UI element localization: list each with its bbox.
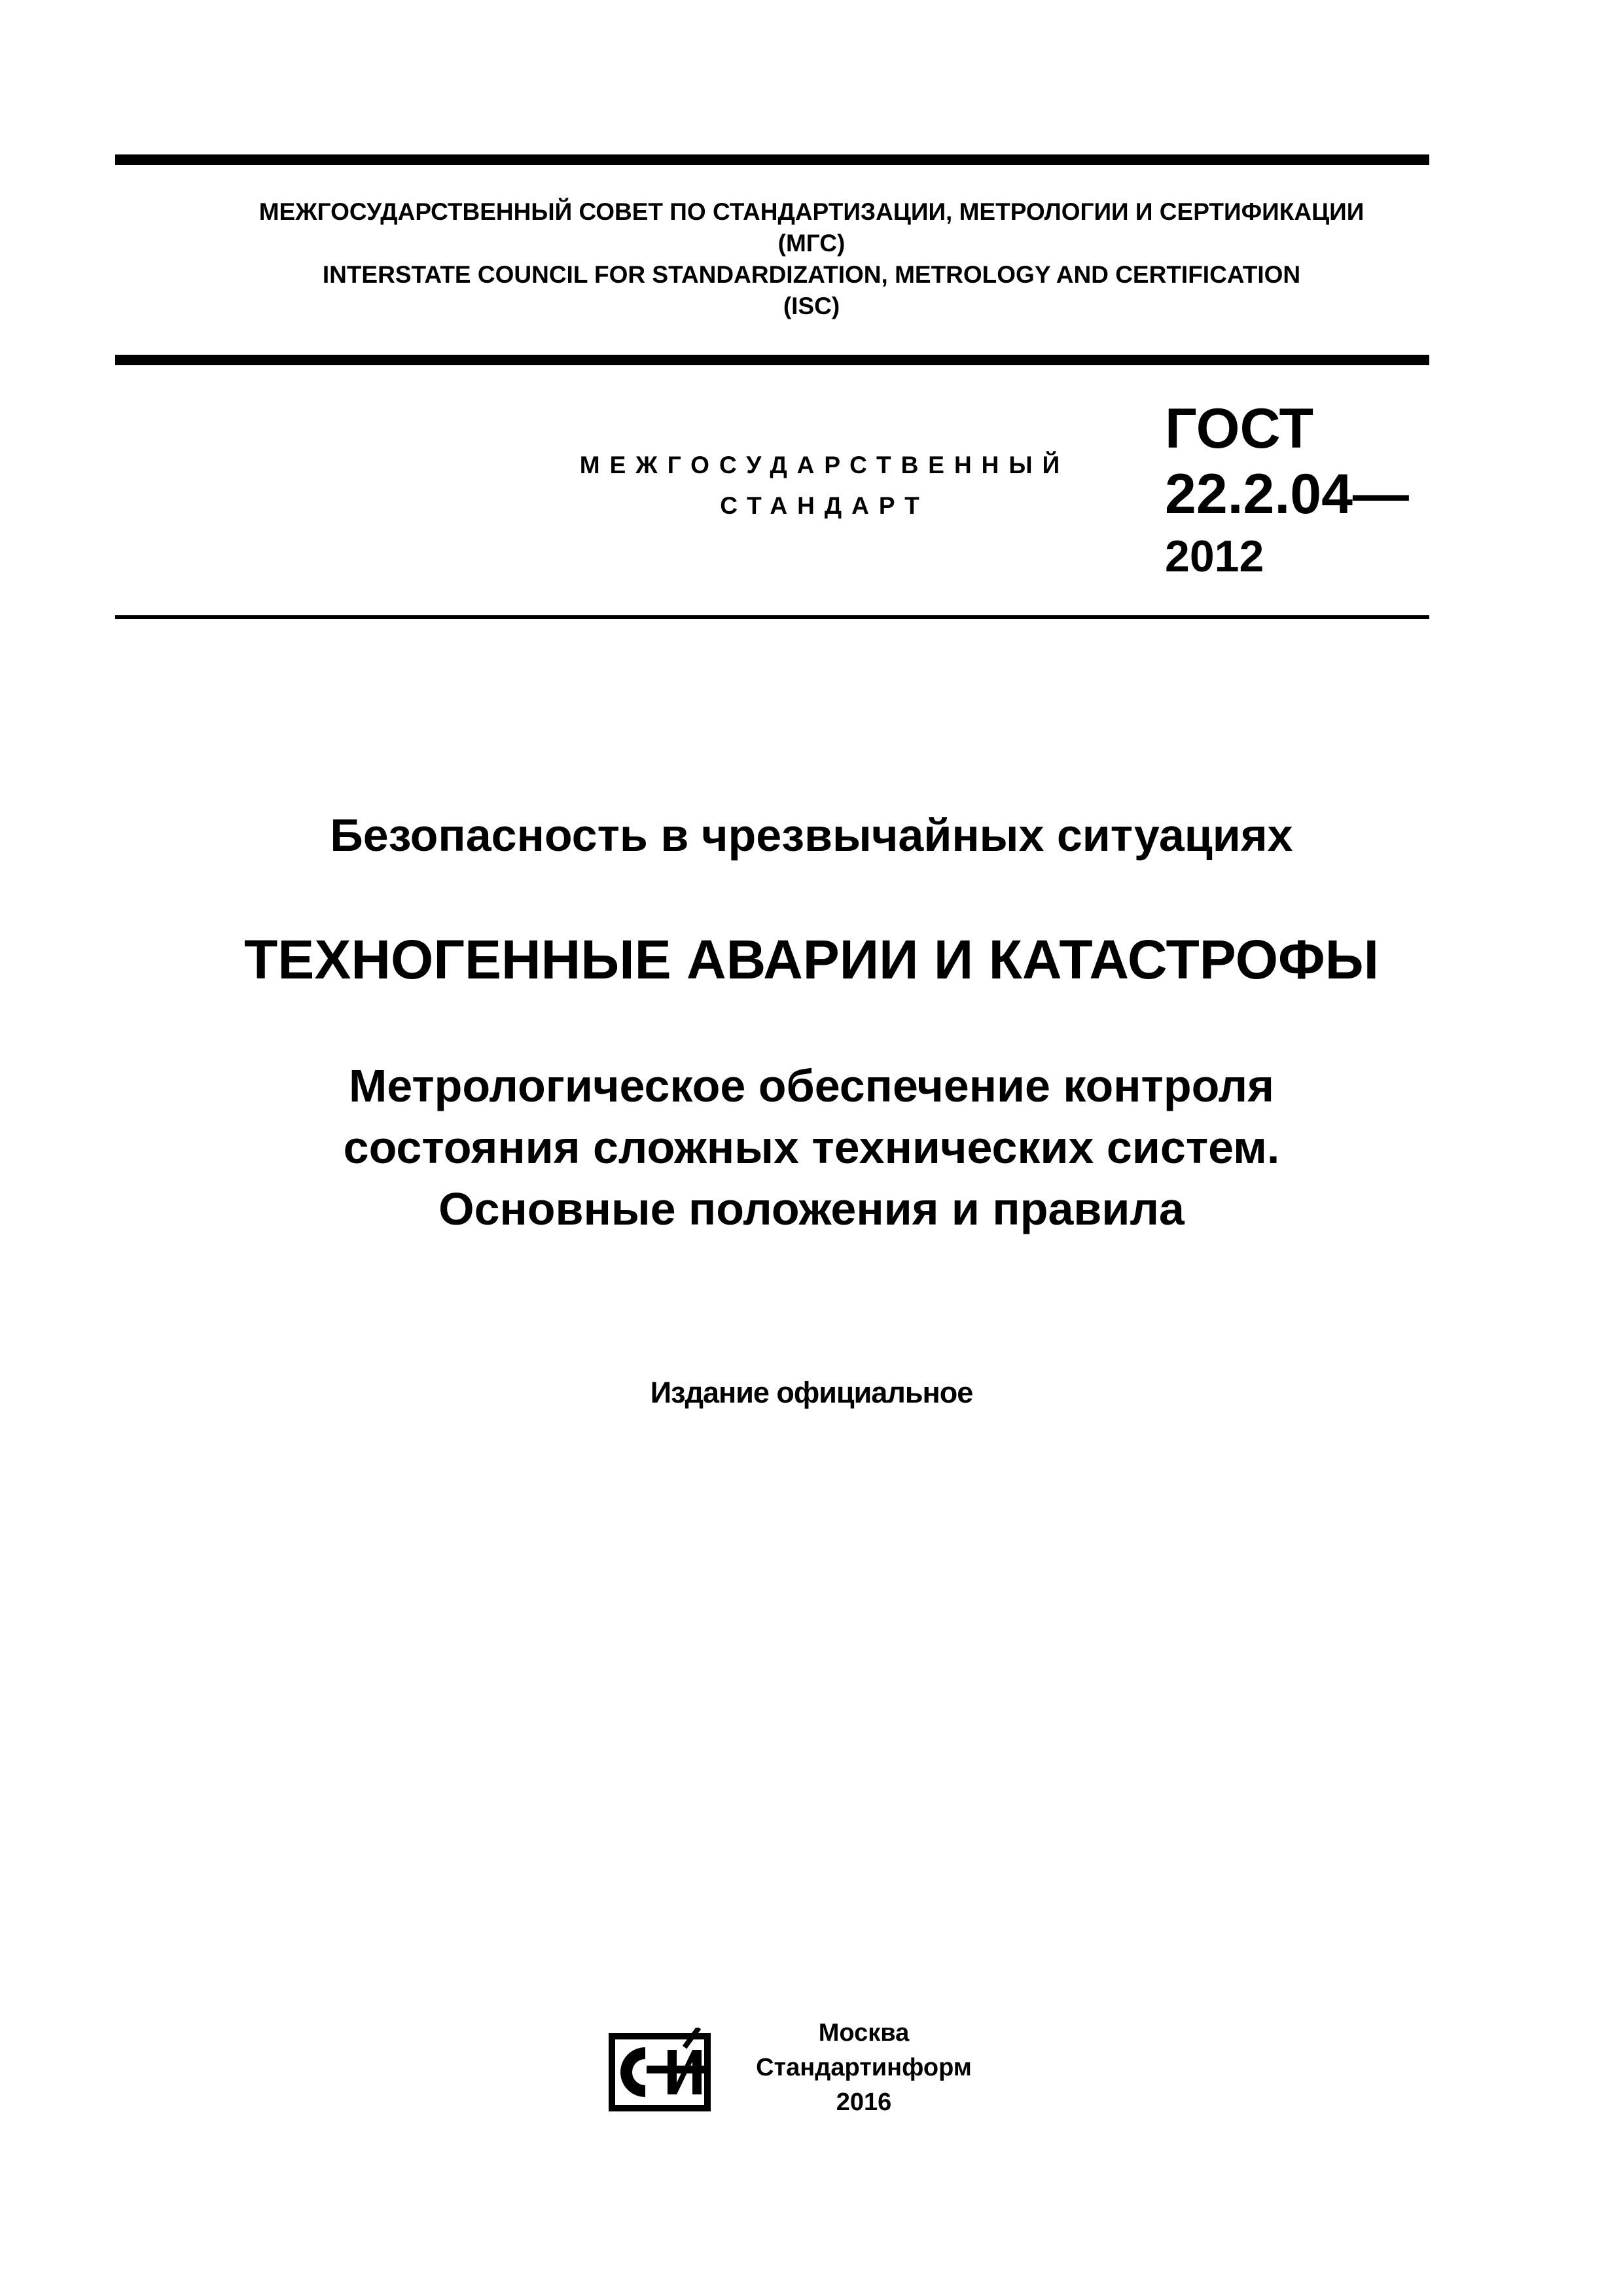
council-name-ru: МЕЖГОСУДАРСТВЕННЫЙ СОВЕТ ПО СТАНДАРТИЗАЦИИ, МЕТРОЛОГИИ И СЕРТИФИКАЦИИ (259, 198, 1364, 225)
council-abbr-en: (ISC) (783, 293, 840, 319)
main-title: ТЕХНОГЕННЫЕ АВАРИИ И КАТАСТРОФЫ (244, 929, 1379, 990)
designation-bottom-rule (115, 615, 1429, 619)
edition-note: Издание официальное (650, 1376, 973, 1409)
subtitle (0, 1055, 1623, 1240)
gost-label: ГОСТ (1165, 397, 1314, 460)
publisher-city: Москва (818, 2019, 910, 2047)
council-bottom-rule (115, 355, 1429, 365)
publisher-block (720, 2016, 1008, 2120)
council-name-en: INTERSTATE COUNCIL FOR STANDARDIZATION, METROLOGY AND CERTIFICATION (322, 261, 1301, 288)
council-abbr-ru: (МГС) (777, 230, 846, 257)
gost-number: 22.2.04— (1165, 463, 1409, 526)
subtitle-line3: Основные положения и правила (438, 1183, 1185, 1234)
council-header (0, 196, 1623, 322)
standard-type-line1: МЕЖГОСУДАРСТВЕННЫЙ (579, 452, 1070, 478)
top-rule (115, 154, 1429, 165)
gost-year: 2012 (1165, 531, 1264, 581)
subtitle-line1: Метрологическое обеспечение контроля (349, 1060, 1274, 1111)
standard-type-line2: СТАНДАРТ (720, 492, 929, 519)
standard-type (406, 445, 1243, 526)
gost-designation (1165, 397, 1409, 581)
subtitle-line2: состояния сложных технических систем. (343, 1122, 1280, 1173)
publisher-name: Стандартинформ (756, 2054, 972, 2081)
series-title: Безопасность в чрезвычайных ситуациях (330, 810, 1293, 861)
standartinform-logo-icon (607, 2028, 712, 2113)
publisher-year: 2016 (836, 2089, 892, 2116)
